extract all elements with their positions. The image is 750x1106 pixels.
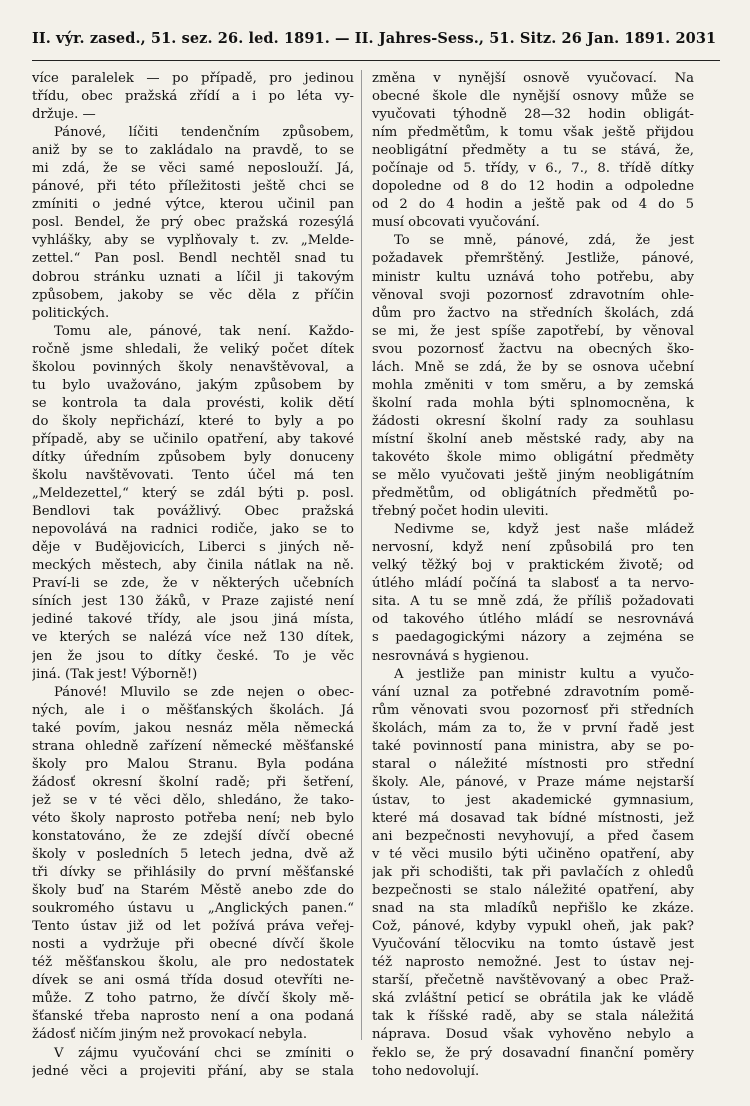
text-line: tři dívky se přihlásily do první měšťanské — [32, 865, 354, 881]
text-line: obecné škole dle nynější osnovy může se — [372, 89, 694, 105]
text-line: třebný počet hodin uleviti. — [372, 504, 549, 520]
text-line: A jestliže pan ministr kultu a vyučo- — [394, 666, 694, 682]
text-line: lách. Mně se zdá, že by se osnova učební — [372, 359, 694, 375]
text-line: také povím, jakou nesnáz měla německá — [32, 720, 354, 736]
text-line: toho nedovolují. — [372, 1063, 480, 1079]
text-line: ve kterých se nalézá více než 130 dítek, — [32, 630, 354, 646]
left-column — [32, 70, 354, 1081]
text-line: školy v posledních 5 letech jedna, dvě až — [32, 847, 354, 863]
text-line: místní školní aneb městské rady, aby na — [372, 431, 694, 447]
text-line: ská zvláštní peticí se obrátila jak ke vládě — [372, 991, 694, 1007]
text-line: ani bezpečnosti nevyhovují, a před časem — [372, 828, 694, 844]
text-line: jiná. (Tak jest! Výborně!) — [32, 666, 198, 682]
text-line: jež se v té věci dělo, shledáno, že tako- — [32, 792, 354, 808]
text-line: aniž by se to zakládalo na pravdě, to se — [32, 143, 354, 159]
text-line: ných, ale i o měšťanských školách. Já — [32, 702, 354, 718]
text-line: školu navštěvovati. Tento účel má ten — [32, 468, 354, 484]
text-line: véto školy naprosto potřeba není; neb bylo — [32, 810, 354, 826]
text-line: meckých městech, aby činila nátlak na ně. — [32, 558, 354, 574]
text-line: musí obcovati vyučování. — [372, 215, 540, 231]
text-line: dobrou stránku uznati a líčil ji takovým — [32, 269, 354, 285]
text-line: Nedivme se, když jest naše mládež — [394, 522, 694, 538]
text-line: takovéto škole mimo obligátní předměty — [372, 449, 694, 465]
text-line: síních jest 130 žáků, v Praze zajisté není — [32, 594, 354, 610]
text-line: více paralelek — po případě, pro jedinou — [32, 71, 354, 86]
text-line: Což, pánové, kdyby vypukl oheň, jak pak? — [372, 919, 694, 935]
text-line: v té věci musilo býti učiněno opatření, aby — [372, 847, 694, 863]
text-line: konstatováno, že ze zdejší dívčí obecné — [32, 828, 354, 844]
text-line: jen že jsou to dítky české. To je věc — [32, 648, 354, 664]
text-line: vyučovati týhodně 28—32 hodin obligát- — [372, 107, 694, 123]
text-line: ním předmětům, k tomu však ještě přijdou — [372, 125, 694, 141]
text-line: jediné takové třídy, ale jsou jiná místa, — [32, 612, 354, 628]
text-line: žádosti okresní školní rady za souhlasu — [372, 413, 694, 429]
text-line: Tomu ale, pánové, tak není. Každo- — [54, 323, 354, 339]
text-line: od takového útlého mládí se nesrovnává — [372, 612, 694, 628]
text-line: nervosní, když není způsobilá pro ten — [372, 540, 694, 556]
text-line: Pánové, líčiti tendenčním způsobem, — [54, 125, 354, 141]
text-line: věnoval svoji pozornosť zdravotním ohle- — [372, 287, 694, 303]
text-line: Pánové! Mluvilo se zde nejen o obec- — [54, 684, 354, 700]
text-line: nepovolává na radnici rodiče, jako se to — [32, 522, 354, 538]
text-line: se mělo vyučovati ještě jiným neobligátním — [372, 468, 694, 484]
text-line: předmětům, od obligátních předmětů po- — [372, 486, 694, 502]
column-divider — [361, 70, 362, 1040]
text-line: ministr kultu uznává toho potřebu, aby — [372, 269, 694, 285]
text-line: neobligátní předměty a tu se stává, že, — [372, 143, 694, 159]
text-line: Tento ústav již od let požívá práva veřej- — [32, 919, 354, 935]
text-line: starší, přečetně navštěvovaný a obec Praž- — [372, 973, 694, 989]
text-line: To se mně, pánové, zdá, že jest — [394, 233, 694, 249]
text-line: „Meldezettel,“ který se zdál býti p. posl. — [32, 486, 354, 502]
text-line: dítky úředním způsobem byly donuceny — [32, 449, 354, 465]
text-line: žádosť ničím jiným než provokací nebyla. — [32, 1027, 308, 1043]
text-line: nesrovnává s hygienou. — [372, 648, 530, 664]
right-column — [372, 70, 694, 1081]
text-line: způsobem, jakoby se věc děla z příčin — [32, 287, 354, 303]
text-line: Bendlovi tak povážlivý. Obec pražská — [32, 504, 354, 520]
text-line: tu bylo uvažováno, jakým způsobem by — [32, 377, 354, 393]
text-line: dívek se ani osmá třída dosud otevříti ne- — [32, 973, 354, 989]
text-line: třídu, obec pražská zřídí a i po léta vy- — [32, 89, 354, 105]
text-line: se mi, že jest spíše zapotřebí, by věnoval — [372, 323, 694, 339]
text-line: rům věnovati svou pozornosť při středních — [372, 702, 694, 718]
text-line: jak při schodišti, tak při pavlačích z ohledů — [372, 865, 694, 881]
text-line: velký těžký boj v praktickém životě; od — [372, 558, 694, 574]
text-line: bezpečnosti se stalo náležité opatření, aby — [372, 883, 694, 899]
text-line: se kontrola ta dala provésti, kolik dětí — [32, 395, 354, 411]
text-line: změna v nynější osnově vyučovací. Na — [372, 71, 694, 86]
text-line: školou povinných školy nenavštěvoval, a — [32, 359, 354, 375]
text-line: šťanské třeba naprosto není a ona podaná — [32, 1009, 354, 1025]
text-line: mohla změniti v tom směru, a by zemská — [372, 377, 694, 393]
page-header: II. výr. zased., 51. sez. 26. led. 1891. — II. Jahres-Sess., 51. Sitz. 26 Jan. 1891. 2031 — [32, 30, 717, 47]
text-line: útlého mládí počíná ta slabosť a ta nervo- — [372, 576, 694, 592]
text-line: V zájmu vyučování chci se zmíniti o — [54, 1045, 354, 1061]
text-line: žádosť okresní školní radě; při šetření, — [32, 774, 354, 790]
text-line: do školy nepřichází, které to byly a po — [32, 413, 354, 429]
text-line: od 2 do 4 hodin a ještě pak od 4 do 5 — [372, 197, 694, 213]
text-line: zmíniti o jedné výtce, kterou učinil pan — [32, 197, 354, 213]
text-line: školy buď na Starém Městě anebo zde do — [32, 883, 354, 899]
text-line: soukromého ústavu u „Anglických panen.“ — [32, 901, 354, 917]
text-line: Vyučování tělocviku na tomto ústavě jest — [372, 937, 694, 953]
text-line: počínaje od 5. třídy, v 6., 7., 8. třídě dítky — [372, 161, 694, 177]
text-line: strana ohledně zařízení německé měšťanské — [32, 738, 354, 754]
text-line: jedné věci a projeviti přání, aby se stala — [32, 1063, 354, 1079]
text-line: snad na sta mladíků nepřišlo ke zkáze. — [372, 901, 694, 917]
text-line: ročně jsme shledali, že veliký počet dítek — [32, 341, 354, 357]
text-line: s paedagogickými názory a zejména se — [372, 630, 694, 646]
text-line: děje v Budějovicích, Liberci s jiných ně- — [32, 540, 354, 556]
text-line: dům pro žactvo na středních školách, zdá — [372, 305, 694, 321]
text-line: školní rada mohla býti splnomocněna, k — [372, 395, 694, 411]
text-line: ústav, to jest akademické gymnasium, — [372, 792, 694, 808]
text-line: též měšťanskou školu, ale pro nedostatek — [32, 955, 354, 971]
text-line: též naprosto nemožné. Jest to ústav nej- — [372, 955, 694, 971]
text-line: tak k říšské radě, aby se stala náležitá — [372, 1009, 694, 1025]
text-line: také povinností pana ministra, aby se po- — [372, 738, 694, 754]
text-line: požadavek přemrštěný. Jestliže, pánové, — [372, 251, 694, 267]
text-line: svou pozornosť žactvu na obecných ško- — [372, 341, 694, 357]
text-line: náprava. Dosud však vyhověno nebylo a — [372, 1027, 694, 1043]
text-line: Praví-li se zde, že v některých učebních — [32, 576, 354, 592]
text-line: pánové, při této příležitosti ještě chci se — [32, 179, 354, 195]
text-line: které má dosavad tak bídné místnosti, jež — [372, 810, 694, 826]
text-line: může. Z toho patrno, že dívčí školy mě- — [32, 991, 354, 1007]
text-line: posl. Bendel, že prý obec pražská rozesýlá — [32, 215, 354, 231]
text-line: školy. Ale, pánové, v Praze máme nejstarší — [372, 774, 694, 790]
text-line: dopoledne od 8 do 12 hodin a odpoledne — [372, 179, 694, 195]
text-line: vání uznal za potřebné zdravotním pomě- — [372, 684, 694, 700]
text-line: nosti a vydržuje při obecné dívčí škole — [32, 937, 354, 953]
header-rule — [32, 60, 720, 61]
text-line: politických. — [32, 305, 110, 321]
text-line: staral o náležité místnosti pro střední — [372, 756, 694, 772]
text-line: vyhlášky, aby se vyplňovaly t. zv. „Melde- — [32, 233, 354, 249]
text-line: školy pro Malou Stranu. Byla podána — [32, 756, 354, 772]
text-line: případě, aby se učinilo opatření, aby takové — [32, 431, 354, 447]
text-line: školách, mám za to, že v první řadě jest — [372, 720, 694, 736]
text-line: držuje. — — [32, 107, 96, 123]
text-line: řeklo se, že prý dosavadní finanční poměry — [372, 1045, 694, 1061]
text-line: mi zdá, že se věci samé neposlouží. Já, — [32, 161, 354, 177]
text-line: sita. A tu se mně zdá, že příliš požadovati — [372, 594, 694, 610]
text-line: zettel.“ Pan posl. Bendl nechtěl snad tu — [32, 251, 354, 267]
